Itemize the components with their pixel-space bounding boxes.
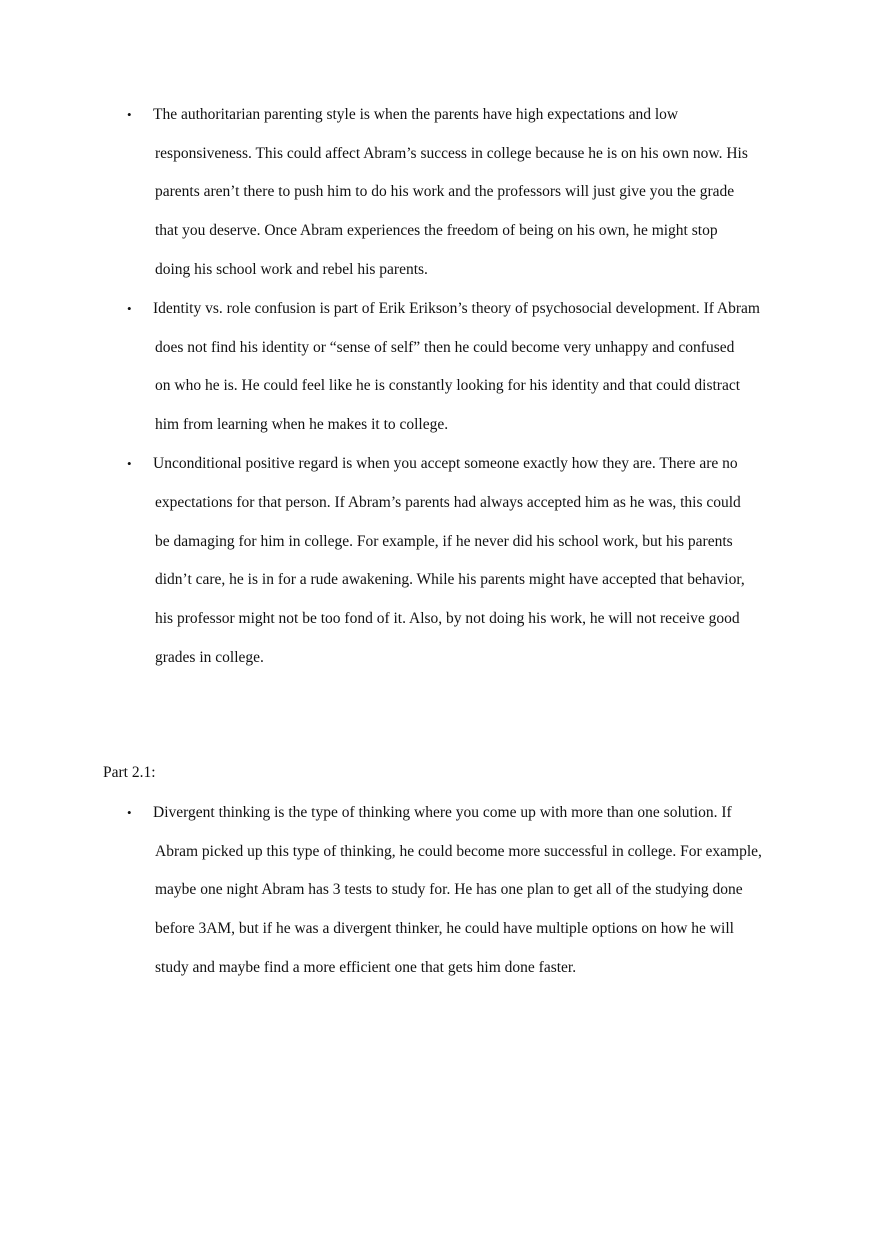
paragraph-line: before 3AM, but if he was a divergent thinker, he could have multiple options on how he will (155, 920, 734, 937)
paragraph-line: Divergent thinking is the type of thinking where you come up with more than one solution. If (153, 804, 732, 821)
paragraph-line: doing his school work and rebel his parents. (155, 261, 428, 278)
bullet-mark: • (127, 301, 132, 316)
bullet-mark: • (127, 107, 132, 122)
paragraph-line: The authoritarian parenting style is when the parents have high expectations and low (153, 106, 679, 123)
bullet-mark: • (127, 805, 132, 820)
paragraph-line: that you deserve. Once Abram experiences the freedom of being on his own, he might stop (155, 222, 718, 239)
section-heading: Part 2.1: (103, 764, 156, 781)
paragraph-line: does not find his identity or “sense of self” then he could become very unhappy and confused (155, 339, 735, 356)
bullet-mark: • (127, 456, 132, 471)
paragraph-line: study and maybe find a more efficient one that gets him done faster. (155, 959, 577, 976)
paragraph-line: expectations for that person. If Abram’s parents had always accepted him as he was, this could (155, 494, 741, 511)
paragraph-line: didn’t care, he is in for a rude awakening. While his parents might have accepted that behavior, (155, 571, 745, 588)
paragraph-line: responsiveness. This could affect Abram’s success in college because he is on his own now. His (155, 145, 748, 162)
paragraph-line: his professor might not be too fond of it. Also, by not doing his work, he will not receive good (155, 610, 740, 627)
paragraph-line: grades in college. (155, 649, 264, 666)
paragraph-line: parents aren’t there to push him to do his work and the professors will just give you the grade (155, 183, 735, 200)
paragraph-line: Identity vs. role confusion is part of Erik Erikson’s theory of psychosocial development. If Abram (153, 300, 760, 317)
paragraph-line: Unconditional positive regard is when you accept someone exactly how they are. There are no (153, 455, 738, 472)
paragraph-line: on who he is. He could feel like he is constantly looking for his identity and that could distract (155, 377, 741, 394)
paragraph-line: him from learning when he makes it to college. (155, 416, 449, 433)
paragraph-line: maybe one night Abram has 3 tests to study for. He has one plan to get all of the studying done (155, 881, 743, 898)
paragraph-line: Abram picked up this type of thinking, he could become more successful in college. For example, (155, 843, 762, 860)
paragraph-line: be damaging for him in college. For example, if he never did his school work, but his parents (155, 533, 733, 550)
